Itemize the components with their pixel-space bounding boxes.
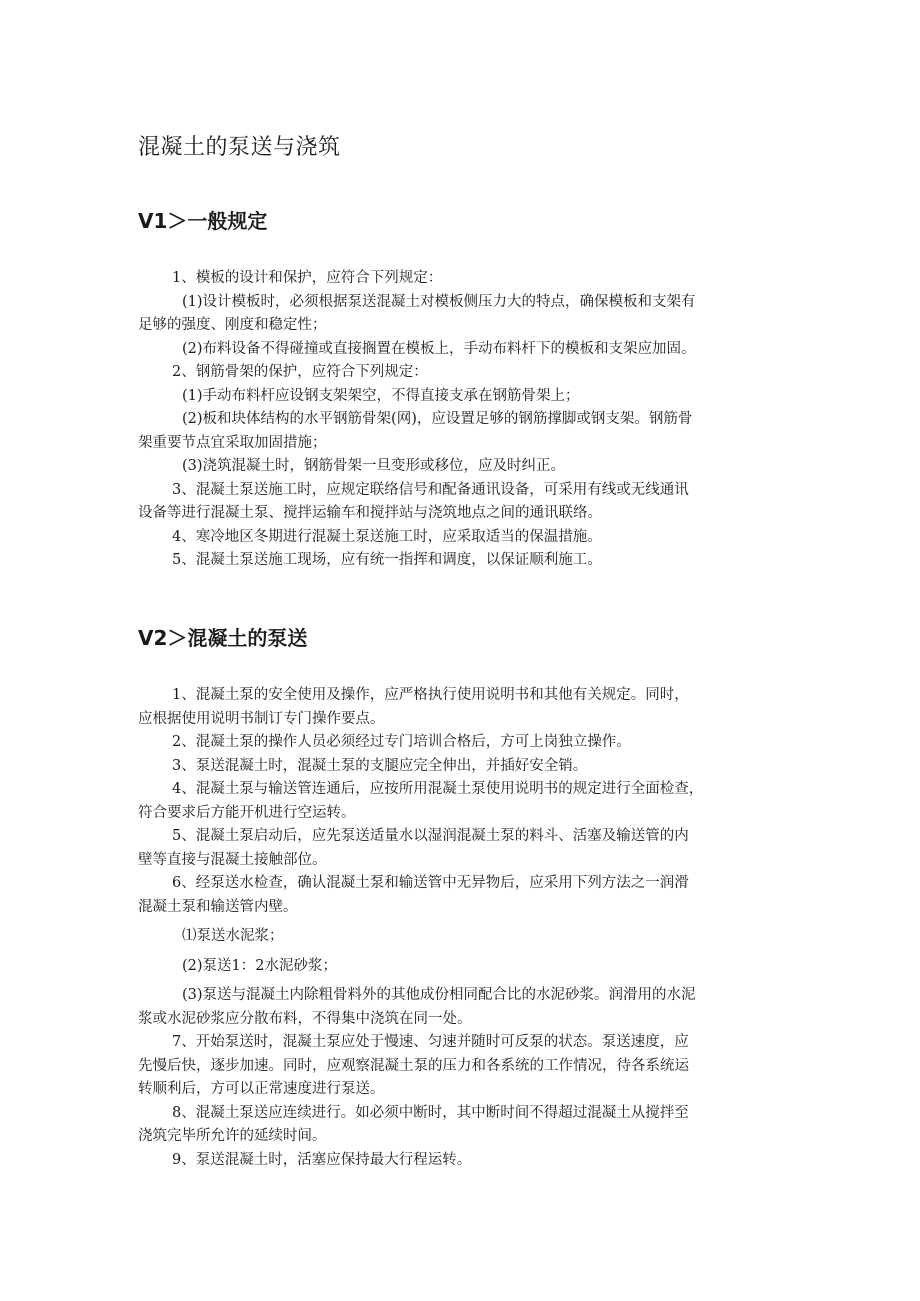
paragraph-line: (2)泵送1：2水泥砂浆；	[182, 957, 337, 974]
paragraph-line: 3、泵送混凝土时，混凝土泵的支腿应完全伸出，并插好安全销。	[172, 757, 588, 774]
section-heading-general-rules: V1＞一般规定	[138, 209, 268, 233]
paragraph-line: 8、混凝土泵送应连续进行。如必须中断时，其中断时间不得超过混凝土从搅拌至	[172, 1104, 689, 1121]
paragraph-line: (1)设计模板时，必须根据泵送混凝土对模板侧压力大的特点，确保模板和支架有	[182, 293, 696, 310]
paragraph-line: 1、混凝土泵的安全使用及操作，应严格执行使用说明书和其他有关规定。同时，	[172, 687, 689, 703]
paragraph-line: 3、混凝土泵送施工时，应规定联络信号和配备通讯设备，可采用有线或无线通讯	[172, 481, 689, 498]
paragraph-line: 架重要节点宜采取加固措施；	[138, 434, 327, 451]
section-body-concrete-pumping	[138, 684, 798, 1172]
paragraph-line: 5、混凝土泵启动后，应先泵送适量水以湿润混凝土泵的料斗、活塞及输送管的内	[172, 828, 689, 844]
paragraph-line: 2、混凝土泵的操作人员必须经过专门培训合格后，方可上岗独立操作。	[172, 734, 631, 750]
paragraph-line: 应根据使用说明书制订专门操作要点。	[138, 710, 385, 727]
paragraph-line: 2、钢筋骨架的保护，应符合下列规定：	[172, 364, 428, 380]
paragraph-line: 6、经泵送水检查，确认混凝土泵和输送管中无异物后，应采用下列方法之一润滑	[172, 875, 689, 891]
paragraph-line: 壁等直接与混凝土接触部位。	[138, 851, 327, 868]
paragraph-line: (3)泵送与混凝土内除粗骨料外的其他成份相同配合比的水泥砂浆。润滑用的水泥	[182, 987, 696, 1003]
section-heading-concrete-pumping: V2＞混凝土的泵送	[138, 626, 308, 650]
paragraph-line: (3)浇筑混凝土时，钢筋骨架一旦变形或移位，应及时纠正。	[182, 458, 566, 474]
paragraph-line: 足够的强度、刚度和稳定性；	[138, 317, 327, 333]
paragraph-line: 4、混凝土泵与输送管连通后，应按所用混凝土泵使用说明书的规定进行全面检查，	[172, 781, 704, 797]
page-title: 混凝土的泵送与浇筑	[138, 135, 341, 160]
paragraph-line: 浇筑完毕所允许的延续时间。	[138, 1128, 327, 1144]
paragraph-line: (1)手动布料杆应设钢支架架空，不得直接支承在钢筋骨架上；	[182, 387, 580, 404]
paragraph-line: 转顺利后，方可以正常速度进行泵送。	[138, 1081, 385, 1097]
paragraph-line: 符合要求后方能开机进行空运转。	[138, 804, 356, 821]
paragraph-line: 1、模板的设计和保护，应符合下列规定：	[172, 270, 443, 286]
paragraph-line: (2)板和块体结构的水平钢筋骨架(网)，应设置足够的钢筋撑脚或钢支架。钢筋骨	[182, 411, 693, 427]
paragraph-line: 设备等进行混凝土泵、搅拌运输车和搅拌站与浇筑地点之间的通讯联络。	[138, 505, 602, 521]
paragraph-line: (2)布料设备不得碰撞或直接搁置在模板上，手动布料杆下的模板和支架应加固。	[182, 340, 696, 357]
section-body-general-rules	[138, 267, 798, 573]
paragraph-line: 7、开始泵送时，混凝土泵应处于慢速、匀速并随时可反泵的状态。泵送速度，应	[172, 1034, 689, 1050]
paragraph-line: 先慢后快，逐步加速。同时，应观察混凝土泵的压力和各系统的工作情况，待各系统运	[138, 1057, 689, 1074]
paragraph-line: 浆或水泥砂浆应分散布料，不得集中浇筑在同一处。	[138, 1010, 472, 1027]
paragraph-line: 4、寒冷地区冬期进行混凝土泵送施工时，应采取适当的保温措施。	[172, 528, 602, 545]
paragraph-line: 5、混凝土泵送施工现场，应有统一指挥和调度，以保证顺利施工。	[172, 552, 602, 568]
paragraph-line: 9、泵送混凝土时，活塞应保持最大行程运转。	[172, 1151, 472, 1168]
paragraph-line: 混凝土泵和输送管内壁。	[138, 898, 298, 915]
paragraph-line: ⑴泵送水泥浆；	[182, 928, 284, 944]
